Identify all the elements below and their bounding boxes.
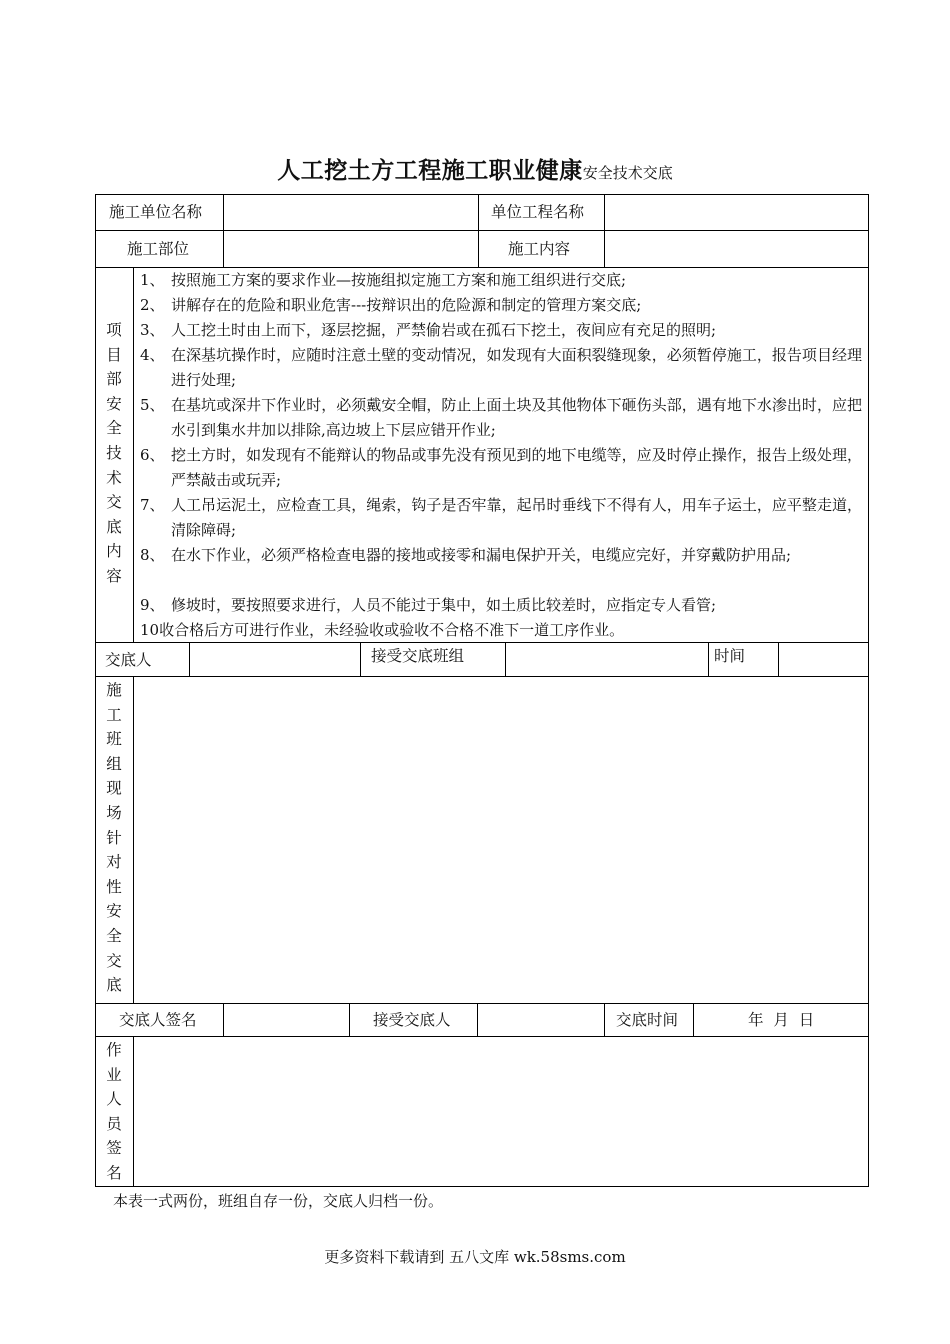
document-title [0,152,950,185]
row-divider [95,676,869,677]
download-footer: 更多资料下载请到 五八文库 wk.58sms.com [324,1248,626,1266]
item-number: 3、 [140,321,165,339]
item-number: 6、 [140,446,165,464]
unit-project-value[interactable] [607,198,865,228]
presenter-sign-value[interactable] [226,1006,346,1033]
item-text: 人工吊运泥土，应检查工具，绳索，钩子是否牢靠，起吊时垂线下不得有人，用车子运土，应平整走道，清除障碍; [171,496,862,540]
time-value[interactable] [781,645,865,673]
receiving-team-value[interactable] [508,645,705,673]
safety-item-6 [140,443,862,493]
item-text: 讲解存在的危险和职业危害---按辩识出的危险源和制定的管理方案交底; [171,296,642,314]
safety-item-10 [140,618,862,643]
col-divider [693,1003,694,1036]
item-text: 按照施工方案的要求作业—按施组拟定施工方案和施工组织进行交底; [171,271,627,289]
col-divider [189,642,190,676]
col-divider [604,194,605,267]
col-divider [478,194,479,267]
construction-unit-value[interactable] [226,198,476,228]
row-divider [95,1036,869,1037]
row-divider [95,230,869,231]
workers-side-label: 作业人员签名 [106,1041,122,1182]
col-divider [477,1003,478,1036]
item-number: 4、 [140,346,165,364]
safety-side-label: 项目部安全技术交底内容 [106,321,122,585]
unit-project-label: 单位工程名称 [491,203,585,221]
col-divider [360,642,361,676]
col-divider [223,1003,224,1036]
receiver-label: 接受交底人 [373,1011,451,1029]
construction-content-value[interactable] [607,234,865,264]
presenter-label: 交底人 [105,651,152,669]
receiving-team-label: 接受交底班组 [371,647,465,665]
team-side-label: 施工班组现场针对性安全交底 [106,681,122,995]
col-divider [133,1036,134,1187]
row-divider [95,1003,869,1004]
item-text: 修坡时，要按照要求进行，人员不能过于集中，如土质比较差时，应指定专人看管; [171,596,717,614]
safety-item-8 [140,543,862,568]
team-section-content[interactable] [136,679,865,1000]
presenter-value[interactable] [192,645,357,673]
handover-date-value[interactable]: 年 月 日 [748,1011,815,1029]
construction-content-label: 施工内容 [508,240,571,258]
col-divider [708,642,709,676]
col-divider [604,1003,605,1036]
safety-item-5 [140,393,862,443]
construction-unit-label: 施工单位名称 [109,203,203,221]
title-sub: 安全技术交底 [582,164,673,182]
item-number: 9、 [140,596,165,614]
receiver-value[interactable] [480,1006,601,1033]
safety-item-3 [140,318,862,343]
safety-item-2 [140,293,862,318]
col-divider [133,676,134,1003]
time-label: 时间 [714,647,746,665]
col-divider [223,194,224,267]
safety-item-9 [140,593,862,618]
copies-note: 本表一式两份，班组自存一份，交底人归档一份。 [113,1192,444,1210]
item-number: 10 [140,621,160,639]
safety-item-1 [140,268,862,293]
item-text: 挖土方时，如发现有不能辩认的物品或事先没有预见到的地下电缆等，应及时停止操作，报告上级处理，严禁敲击或玩弄; [171,446,862,490]
item-number: 1、 [140,271,165,289]
item-number: 2、 [140,296,165,314]
item-text: 在基坑或深井下作业时，必须戴安全帽，防止上面土块及其他物体下砸伤头部，遇有地下水渗出时，应把水引到集水井加以排除,高边坡上下层应错开作业; [171,396,862,440]
construction-part-label: 施工部位 [127,240,190,258]
col-divider [778,642,779,676]
safety-item-7 [140,493,862,543]
item-number: 8、 [140,546,165,564]
col-divider [349,1003,350,1036]
item-number: 5、 [140,396,165,414]
item-number: 7、 [140,496,165,514]
construction-part-value[interactable] [226,234,476,264]
workers-sign-area[interactable] [136,1039,865,1184]
safety-item-4 [140,343,862,393]
item-text: 人工挖土时由上而下，逐层挖掘，严禁偷岩或在孤石下挖土，夜间应有充足的照明; [171,321,717,339]
item-text: 收合格后方可进行作业，未经验收或验收不合格不准下一道工序作业。 [159,621,625,639]
item-text: 在深基坑操作时，应随时注意土壁的变动情况，如发现有大面积裂缝现象，必须暂停施工，报告项目经理进行处理; [171,346,862,390]
item-text: 在水下作业，必须严格检查电器的接地或接零和漏电保护开关，电缆应完好，并穿戴防护用品; [171,546,792,564]
title-main: 人工挖土方工程施工职业健康 [277,157,583,184]
col-divider [505,642,506,676]
presenter-sign-label: 交底人签名 [119,1011,197,1029]
col-divider [133,267,134,642]
handover-date-label: 交底时间 [616,1011,679,1029]
